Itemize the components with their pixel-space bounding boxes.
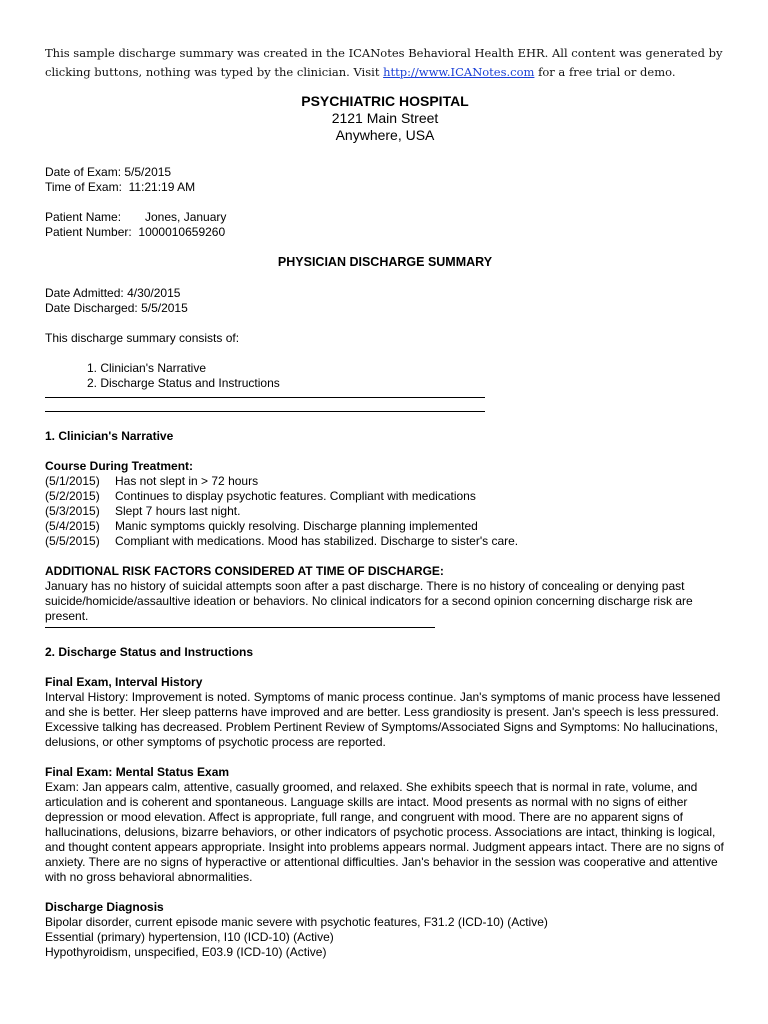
course-heading: Course During Treatment:	[45, 459, 194, 473]
patient-number-label: Patient Number:	[45, 225, 132, 239]
admitted-line	[45, 286, 725, 301]
exam-date-value: 5/5/2015	[124, 165, 172, 179]
risk-heading: ADDITIONAL RISK FACTORS CONSIDERED AT TIME OF DISCHARGE:	[45, 564, 444, 578]
diagnosis-heading: Discharge Diagnosis	[45, 900, 164, 914]
discharged-label: Date Discharged:	[45, 301, 138, 315]
risk-text: January has no history of suicidal attempts soon after a past discharge. There is no history of concealing or denying past suicide/homicide/assaultive ideation or behaviors. No clinical indicators for a second opinion concerning discharge risk are present.	[45, 579, 693, 623]
mse-heading: Final Exam: Mental Status Exam	[45, 765, 230, 779]
patient-name-label: Patient Name:	[45, 210, 122, 224]
exam-time-value: 11:21:19 AM	[128, 180, 196, 194]
toc-item: 1. Clinician's Narrative	[87, 361, 206, 375]
hospital-street: 2121 Main Street	[331, 110, 439, 126]
admitted-value: 4/30/2015	[127, 286, 181, 300]
intro-text-end: for a free trial or demo.	[534, 65, 676, 79]
discharged-line	[45, 301, 725, 316]
course-entry	[45, 489, 725, 504]
course-entry-text: Manic symptoms quickly resolving. Discharge planning implemented	[115, 519, 478, 533]
mse-text: Exam: Jan appears calm, attentive, casually groomed, and relaxed. She exhibits speech that is normal in rate, volume, and articulation and is coherent and spontaneous. Language skills are intact. Mood presents as normal with no signs of either depression or mood elevation. Affect is appropriate, full range, and congruent with mood. There are no apparent signs of hallucinations, delusions, bizarre behaviors, or other indicators of psychotic process. Associations are intact, thinking is logical, and thought content appears appropriate. Insight into problems appears normal. Judgment appears intact. There are no signs of anxiety. There are no signs of hyperactive or attentional difficulties. Jan's behavior in the session was cooperative and attentive with no gross behavioral abnormalities.	[45, 780, 724, 884]
course-entry	[45, 534, 725, 549]
course-entry-date: (5/2/2015)	[45, 489, 100, 503]
patient-name-value: Jones, January	[145, 210, 227, 224]
course-entry-date: (5/1/2015)	[45, 474, 100, 488]
consists-of-text: This discharge summary consists of:	[45, 331, 240, 345]
course-entry-date: (5/3/2015)	[45, 504, 100, 518]
discharged-value: 5/5/2015	[141, 301, 188, 315]
icanotes-link[interactable]: http://www.ICANotes.com	[383, 65, 535, 79]
course-entry-text: Has not slept in > 72 hours	[115, 474, 259, 488]
course-entry-text: Compliant with medications. Mood has stabilized. Discharge to sister's care.	[115, 534, 519, 548]
diagnosis-item: Hypothyroidism, unspecified, E03.9 (ICD-10) (Active)	[45, 945, 327, 959]
section2-heading: 2. Discharge Status and Instructions	[45, 645, 254, 659]
course-entry-date: (5/4/2015)	[45, 519, 100, 533]
exam-date-label: Date of Exam:	[45, 165, 122, 179]
exam-date-line	[45, 165, 725, 180]
course-entry	[45, 474, 725, 489]
hospital-city: Anywhere, USA	[335, 127, 435, 143]
admitted-label: Date Admitted:	[45, 286, 124, 300]
course-entry	[45, 519, 725, 534]
patient-number-line	[45, 225, 725, 240]
patient-name-line	[45, 210, 725, 225]
discharge-document	[45, 92, 725, 960]
intro-note	[45, 44, 735, 82]
course-entry	[45, 504, 725, 519]
toc-item: 2. Discharge Status and Instructions	[87, 376, 280, 390]
course-entry-text: Continues to display psychotic features. Compliant with medications	[115, 489, 476, 503]
section1-heading: 1. Clinician's Narrative	[45, 429, 174, 443]
patient-number-value: 1000010659260	[138, 225, 226, 239]
interval-heading: Final Exam, Interval History	[45, 675, 203, 689]
course-entry-text: Slept 7 hours last night.	[115, 504, 241, 518]
interval-text: Interval History: Improvement is noted. Symptoms of manic process continue. Jan's symptoms of manic process have lessened and she is better. Her sleep patterns have improved and are better. Less grandiosity is present. Jan's speech is less pressured. Excessive talking has decreased. Problem Pertinent Review of Symptoms/Associated Signs and Symptoms: No hallucinations, delusions, or other symptoms of psychotic process are reported.	[45, 690, 721, 749]
diagnosis-item: Essential (primary) hypertension, I10 (ICD-10) (Active)	[45, 930, 334, 944]
exam-time-line	[45, 180, 725, 195]
course-entry-date: (5/5/2015)	[45, 534, 100, 548]
summary-title: PHYSICIAN DISCHARGE SUMMARY	[277, 255, 493, 269]
intro-text: This sample discharge summary was created in the ICANotes Behavioral Health EHR. All content was generated by clicking buttons, nothing was typed by the clinician. Visit	[45, 46, 723, 79]
exam-time-label: Time of Exam:	[45, 180, 122, 194]
diagnosis-item: Bipolar disorder, current episode manic severe with psychotic features, F31.2 (ICD-10) (Active)	[45, 915, 548, 929]
hospital-name: PSYCHIATRIC HOSPITAL	[301, 93, 469, 109]
